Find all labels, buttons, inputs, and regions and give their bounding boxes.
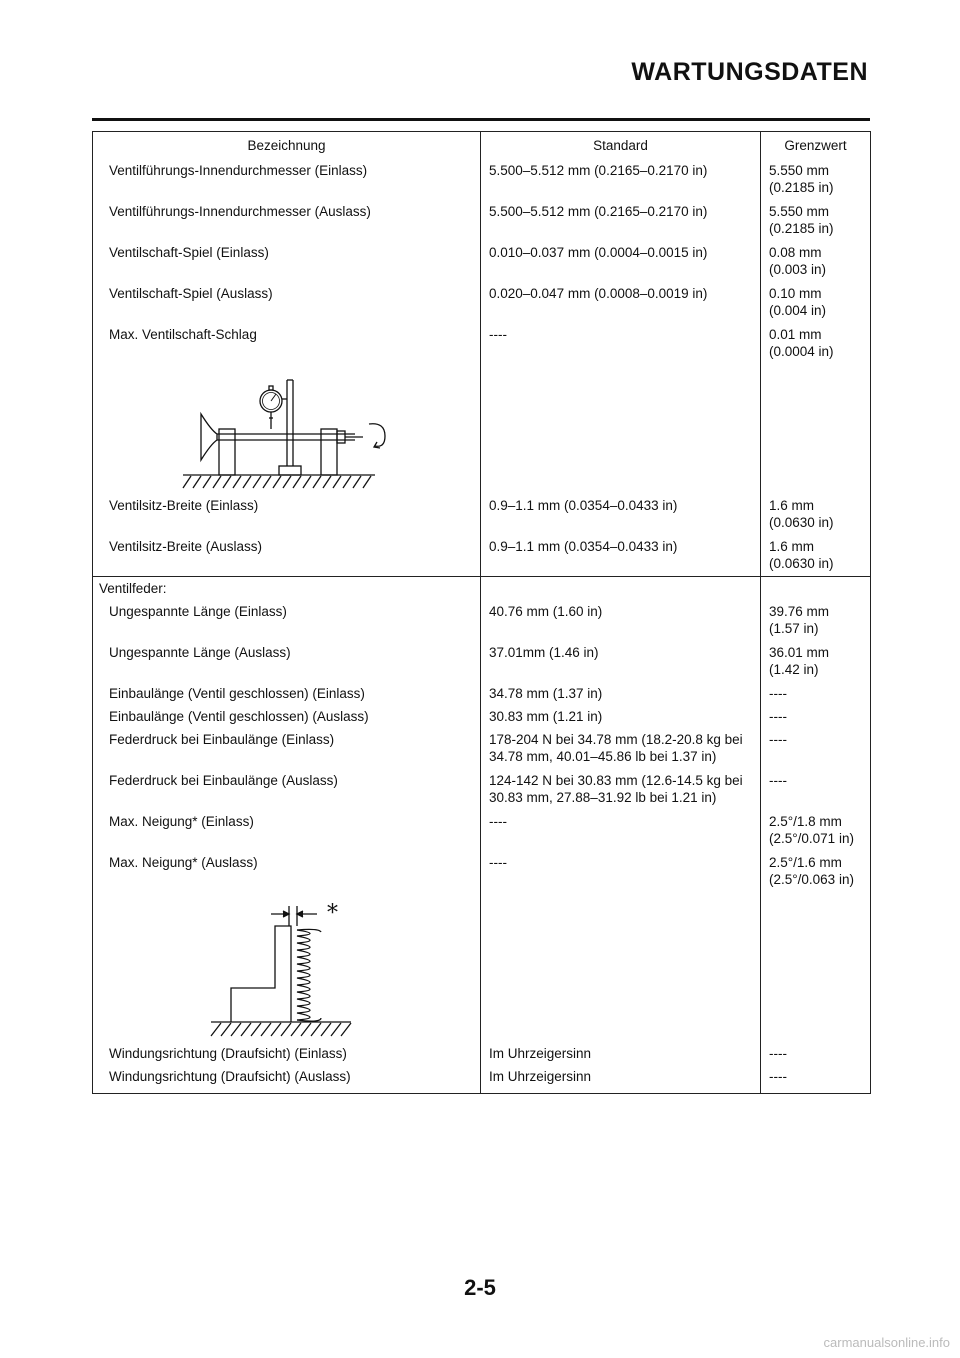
- watermark: carmanualsonline.info: [823, 1335, 950, 1350]
- row-limit: 1.6 mm (0.0630 in): [761, 494, 871, 535]
- page-title: WARTUNGSDATEN: [631, 58, 868, 86]
- row-standard: 124-142 N bei 30.83 mm (12.6-14.5 kg bei 30.83 mm, 27.88–31.92 lb bei 1.21 in): [481, 769, 761, 810]
- table-row: [93, 1065, 871, 1094]
- ground-hatching: [211, 1023, 351, 1036]
- row-limit: 1.6 mm (0.0630 in): [761, 535, 871, 577]
- figure-row: [93, 364, 871, 494]
- row-limit: 0.01 mm (0.0004 in): [761, 323, 871, 364]
- column-header-limit: Grenzwert: [761, 132, 871, 160]
- row-name: Max. Neigung* (Auslass): [93, 851, 481, 892]
- row-standard: ----: [481, 810, 761, 851]
- row-standard: Im Uhrzeigersinn: [481, 1042, 761, 1065]
- title-divider: [92, 118, 870, 121]
- row-name: Ventilschaft-Spiel (Einlass): [93, 241, 481, 282]
- table-row: [93, 728, 871, 769]
- ground-hatching: [183, 476, 371, 488]
- column-header-name: Bezeichnung: [93, 132, 481, 160]
- table-header-row: [93, 132, 871, 160]
- table-row: [93, 600, 871, 641]
- row-limit: 2.5°/1.8 mm (2.5°/0.071 in): [761, 810, 871, 851]
- page-number: 2-5: [464, 1275, 496, 1300]
- row-limit: 5.550 mm (0.2185 in): [761, 159, 871, 200]
- row-limit: 5.550 mm (0.2185 in): [761, 200, 871, 241]
- row-name: Federdruck bei Einbaulänge (Auslass): [93, 769, 481, 810]
- row-name: Ventilsitz-Breite (Auslass): [93, 535, 481, 577]
- runout-figure-cell: [93, 364, 481, 494]
- row-name: Ventilschaft-Spiel (Auslass): [93, 282, 481, 323]
- gauge-stand-base: [279, 466, 301, 475]
- row-standard: 178-204 N bei 34.78 mm (18.2-20.8 kg bei 34.78 mm, 40.01–45.86 lb bei 1.37 in): [481, 728, 761, 769]
- row-name: Ungespannte Länge (Auslass): [93, 641, 481, 682]
- spec-table: [92, 131, 871, 1094]
- row-name: Ventilsitz-Breite (Einlass): [93, 494, 481, 535]
- table-row: [93, 641, 871, 682]
- table-row: [93, 200, 871, 241]
- tilt-asterisk-label: *: [327, 901, 338, 926]
- row-name: Windungsrichtung (Draufsicht) (Einlass): [93, 1042, 481, 1065]
- table-row: [93, 323, 871, 364]
- row-standard: 0.020–0.047 mm (0.0008–0.0019 in): [481, 282, 761, 323]
- figure-row: [93, 892, 871, 1042]
- spring-tilt-figure: [93, 892, 480, 1042]
- row-name: Federdruck bei Einbaulänge (Einlass): [93, 728, 481, 769]
- row-standard: 5.500–5.512 mm (0.2165–0.2170 in): [481, 159, 761, 200]
- row-standard: Im Uhrzeigersinn: [481, 1065, 761, 1094]
- row-standard: 5.500–5.512 mm (0.2165–0.2170 in): [481, 200, 761, 241]
- square-block: [231, 926, 291, 1022]
- row-limit: ----: [761, 728, 871, 769]
- row-limit: ----: [761, 1042, 871, 1065]
- table-row: [93, 535, 871, 577]
- row-limit: ----: [761, 682, 871, 705]
- table-row: [93, 1042, 871, 1065]
- spring-tilt-figure-cell: [93, 892, 481, 1042]
- row-name: Ungespannte Länge (Einlass): [93, 600, 481, 641]
- row-name: Ventilführungs-Innendurchmesser (Auslass): [93, 200, 481, 241]
- column-header-standard: Standard: [481, 132, 761, 160]
- group-header-row: [93, 577, 871, 601]
- valve-spring: [297, 929, 321, 1021]
- row-standard: 0.9–1.1 mm (0.0354–0.0433 in): [481, 494, 761, 535]
- row-name: Max. Neigung* (Einlass): [93, 810, 481, 851]
- valve-head: [201, 414, 217, 460]
- row-standard: 37.01mm (1.46 in): [481, 641, 761, 682]
- table-row: [93, 769, 871, 810]
- row-standard: ----: [481, 851, 761, 892]
- row-limit: 2.5°/1.6 mm (2.5°/0.063 in): [761, 851, 871, 892]
- row-limit: 39.76 mm (1.57 in): [761, 600, 871, 641]
- row-standard: 34.78 mm (1.37 in): [481, 682, 761, 705]
- row-limit: ----: [761, 1065, 871, 1094]
- table-row: [93, 282, 871, 323]
- row-standard: ----: [481, 323, 761, 364]
- row-name: Ventilführungs-Innendurchmesser (Einlass): [93, 159, 481, 200]
- table-row: [93, 159, 871, 200]
- table-row: [93, 851, 871, 892]
- table-row: [93, 705, 871, 728]
- row-standard: 0.9–1.1 mm (0.0354–0.0433 in): [481, 535, 761, 577]
- row-standard: 0.010–0.037 mm (0.0004–0.0015 in): [481, 241, 761, 282]
- row-limit: ----: [761, 705, 871, 728]
- row-name: Windungsrichtung (Draufsicht) (Auslass): [93, 1065, 481, 1094]
- table-row: [93, 810, 871, 851]
- table-row: [93, 241, 871, 282]
- spring-group-title: Ventilfeder:: [93, 577, 481, 601]
- v-block-left: [219, 429, 235, 475]
- row-standard: 30.83 mm (1.21 in): [481, 705, 761, 728]
- row-limit: ----: [761, 769, 871, 810]
- table-row: [93, 494, 871, 535]
- row-name: Einbaulänge (Ventil geschlossen) (Einlass): [93, 682, 481, 705]
- v-block-right: [321, 429, 337, 475]
- row-standard: 40.76 mm (1.60 in): [481, 600, 761, 641]
- row-limit: 36.01 mm (1.42 in): [761, 641, 871, 682]
- valve-stem-runout-figure: [93, 364, 480, 494]
- table-row: [93, 682, 871, 705]
- row-name: Max. Ventilschaft-Schlag: [93, 323, 481, 364]
- row-limit: 0.08 mm (0.003 in): [761, 241, 871, 282]
- row-name: Einbaulänge (Ventil geschlossen) (Auslass): [93, 705, 481, 728]
- row-limit: 0.10 mm (0.004 in): [761, 282, 871, 323]
